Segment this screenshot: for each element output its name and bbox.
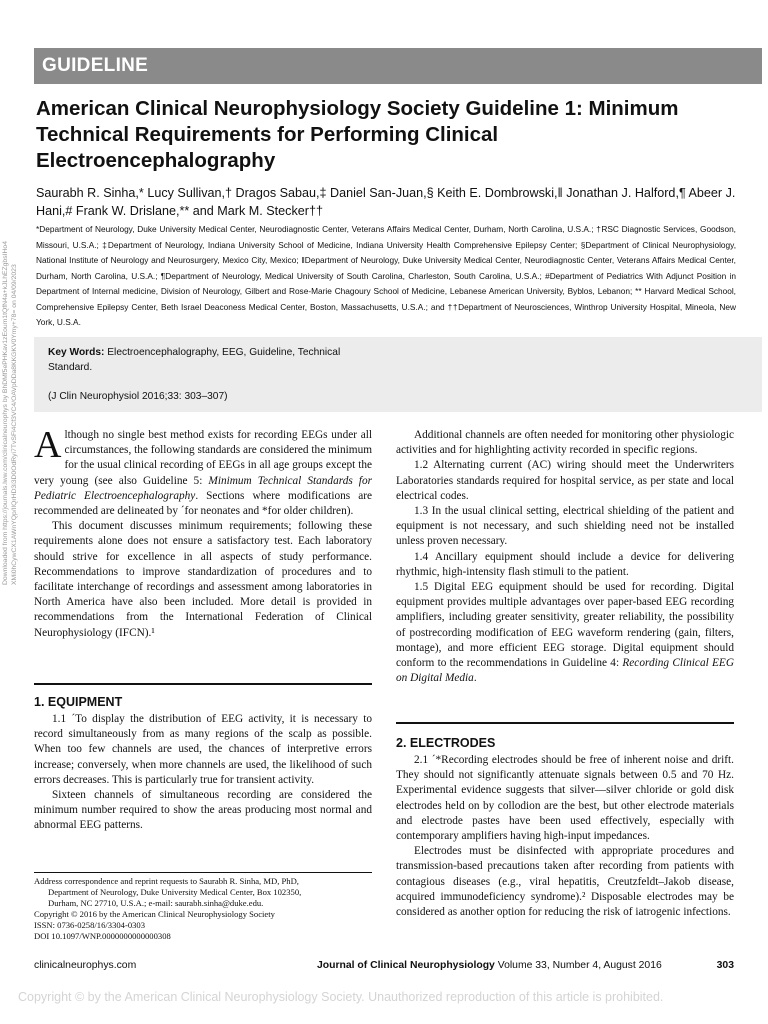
- right-paragraph-1: Additional channels are often needed for monitoring other physiologic activities and for highlighting activity recorded in specific regions.: [396, 429, 734, 457]
- intro-paragraph-1: [34, 424, 372, 519]
- intro-p1-text: lthough no single best method exists for recording EEGs under all circumstances, the following standards are considered the minimum for the usual clinical recording of EEGs in all age groups except the very young (see also Guideline 5:: [34, 429, 372, 487]
- journal-name: Journal of Clinical Neurophysiology: [317, 960, 495, 971]
- section-rule-equipment: [34, 683, 372, 685]
- right-column: [396, 428, 734, 686]
- equipment-heading: 1. EQUIPMENT: [34, 695, 123, 709]
- section-banner: GUIDELINE: [34, 48, 762, 84]
- equipment-paragraph-2: Sixteen channels of simultaneous recording are considered the minimum number required to show the areas producing most normal and abnormal EEG patterns.: [34, 789, 372, 832]
- footnote-rule: [34, 872, 372, 873]
- footnote-line-5: ISSN: 0736-0258/16/3304-0303: [34, 920, 146, 930]
- keywords-text: Electroencephalography, EEG, Guideline, Technical Standard.: [48, 347, 341, 373]
- electrodes-body: [396, 753, 734, 920]
- footnote-line-3: Durham, NC 27710, U.S.A.; e-mail: saurabh.sinha@duke.edu.: [48, 898, 264, 908]
- right-paragraph-5: [396, 580, 734, 686]
- guideline-4-title: Recording Clinical EEG on Digital Media: [396, 657, 734, 685]
- equipment-paragraph-1: 1.1 ´To display the distribution of EEG activity, it is necessary to record simultaneously from as many regions of the scalp as possible. When too few channels are used, the chances of interpretive errors increase; conversely, when more channels are used, the likelihood of such errors decreases. This is particularly true for transient activity.: [34, 713, 372, 786]
- electrodes-heading: 2. ELECTRODES: [396, 736, 496, 750]
- page-number: 303: [716, 960, 734, 971]
- download-watermark: [2, 165, 26, 585]
- right-paragraph-4: 1.4 Ancillary equipment should include a device for delivering rhythmic, high-intensity flash stimuli to the patient.: [396, 550, 734, 578]
- guideline-5-title: Minimum Technical Standards for Pediatric Electroencephalography: [34, 474, 372, 502]
- intro-column: [34, 424, 372, 641]
- intro-paragraph-2: This document discusses minimum requirements; following these requirements alone does not ensure a satisfactory test. Each laboratory should strive for excellence in all aspects of study performance. Recommendations to improve standardization of procedures and to facilitate interchange of recordings and assessment among laboratories in North America have also been included. More detail is provided in recommendations from the International Federation of Clinical Neurophysiology (IFCN).¹: [34, 520, 372, 639]
- keywords-box: [34, 337, 762, 412]
- article-title: American Clinical Neurophysiology Society Guideline 1: Minimum Technical Requirements for Performing Clinical Electroencephalography: [36, 97, 679, 172]
- keywords-label: Key Words:: [48, 347, 105, 358]
- affiliations: *Department of Neurology, Duke University Medical Center, Neurodiagnostic Center, Veterans Affairs Medical Center, Durham, North Carolina, U.S.A.; †RSC Diagnostic Services, Goodson, Missouri, U.S.A.; ‡Department of Neurology, Indiana University School of Medicine, Indiana University Health Comprehensive Epilepsy Center; §Department of Clinical Neurophysiology, National Institute of Neurology and Neurosurgery, Mexico City, Mexico; ‖Department of Neurology, Duke University Medical Center, Neurodiagnostic Center, Veterans Affairs Medical Center, Durham, North Carolina, U.S.A.; ¶Department of Neurology, Medical University of South Carolina, Charleston, South Carolina, U.S.A.; #Department of Pediatrics With Adjunct Position in Department of Internal medicine, Division of Neurology, Gilbert and Rose-Marie Chagoury School of Medicine, Lebanese American University, Byblos, Lebanon; ** Harvard Medical School, Comprehensive Epilepsy Center, Beth Israel Deaconess Medical Center, Boston, Massachusetts, U.S.A.; and ††Department of Neurosciences, Winthrop University Hospital, Mineola, New York, U.S.A.: [36, 224, 736, 327]
- intro-p1-end: . Sections where modifications are recommended are delineated by ´for neonates and *for older children).: [34, 489, 372, 518]
- copyright-watermark: Copyright © by the American Clinical Neurophysiology Society. Unauthorized reproduction of this article is prohibited.: [18, 990, 664, 1004]
- footnote-line-6: DOI 10.1097/WNP.0000000000000308: [34, 931, 171, 941]
- footnote-line-1: Address correspondence and reprint requests to Saurabh R. Sinha, MD, PhD,: [34, 876, 299, 886]
- citation: (J Clin Neurophysiol 2016;33: 303–307): [48, 391, 228, 402]
- right-p5-text: 1.5 Digital EEG equipment should be used for recording. Digital equipment provides multiple advantages over paper-based EEG recording amplifiers, including greater sensitivity, greater reliability, the possibility of postrecording modification of EEG waveform rendering (gain, filters, montage), and more efficient EEG storage. Digital equipment should conform to the recommendations in Guideline 4:: [396, 581, 734, 670]
- drop-cap: A: [34, 424, 62, 466]
- download-watermark-line-2: XMi0hCywCX1AWnYQp/IlQrHD3i3D0OdRyi7TvSFl4Cf3VC4/OAVpDDa8KKGKV0Ymy+78= on 04/09/2023: [10, 264, 18, 585]
- equipment-body: [34, 712, 372, 834]
- footnote-line-4: Copyright © 2016 by the American Clinical Neurophysiology Society: [34, 909, 275, 919]
- journal-issue: [317, 960, 662, 971]
- electrodes-paragraph-1: 2.1 ´*Recording electrodes should be free of inherent noise and drift. They should not significantly attenuate signals between 0.5 and 70 Hz. Experimental evidence suggests that silver—silver chloride or gold disk electrodes held on by collodion are the best, but other electrode materials and electrode pastes have been used effectively, especially with contemporary amplifiers having high-input impedances.: [396, 754, 734, 843]
- right-paragraph-2: 1.2 Alternating current (AC) wiring should meet the Underwriters Laboratories standards required for hospital service, as per state and local electrical codes.: [396, 459, 734, 502]
- download-watermark-line-1: Downloaded from https://journals.lww.com/clinicalneurophys by BhDMf5ePHKav1zEoum1tQfN4a+kJLhEZgbsIHo4: [2, 241, 9, 585]
- correspondence-footnote: [34, 876, 374, 942]
- page-footer: [34, 960, 762, 976]
- author-list: Saurabh R. Sinha,* Lucy Sullivan,† Dragos Sabau,‡ Daniel San-Juan,§ Keith E. Dombrowski,‖ Jonathan J. Halford,¶ Abeer J. Hani,# Frank W. Drislane,** and Mark M. Stecker††: [36, 186, 736, 218]
- keywords-line: [48, 345, 378, 375]
- right-p5-end: .: [473, 672, 477, 685]
- section-rule-electrodes: [396, 722, 734, 724]
- footnote-line-2: Department of Neurology, Duke University Medical Center, Box 102350,: [48, 887, 302, 897]
- issue-info: Volume 33, Number 4, August 2016: [497, 960, 662, 971]
- electrodes-paragraph-2: Electrodes must be disinfected with appropriate procedures and transmission-based precautions taken after recording from patients with contagious diseases (e.g., viral hepatitis, Creutzfeldt–Jakob disease, acquired immunodeficiency syndrome).² Disposable electrodes may be considered as another option for reducing the risk of iatrogenic infections.: [396, 845, 734, 919]
- journal-url[interactable]: clinicalneurophys.com: [34, 960, 137, 971]
- right-paragraph-3: 1.3 In the usual clinical setting, electrical shielding of the patient and equipment is not necessary, and such shielding need not be installed unless proven necessary.: [396, 505, 734, 548]
